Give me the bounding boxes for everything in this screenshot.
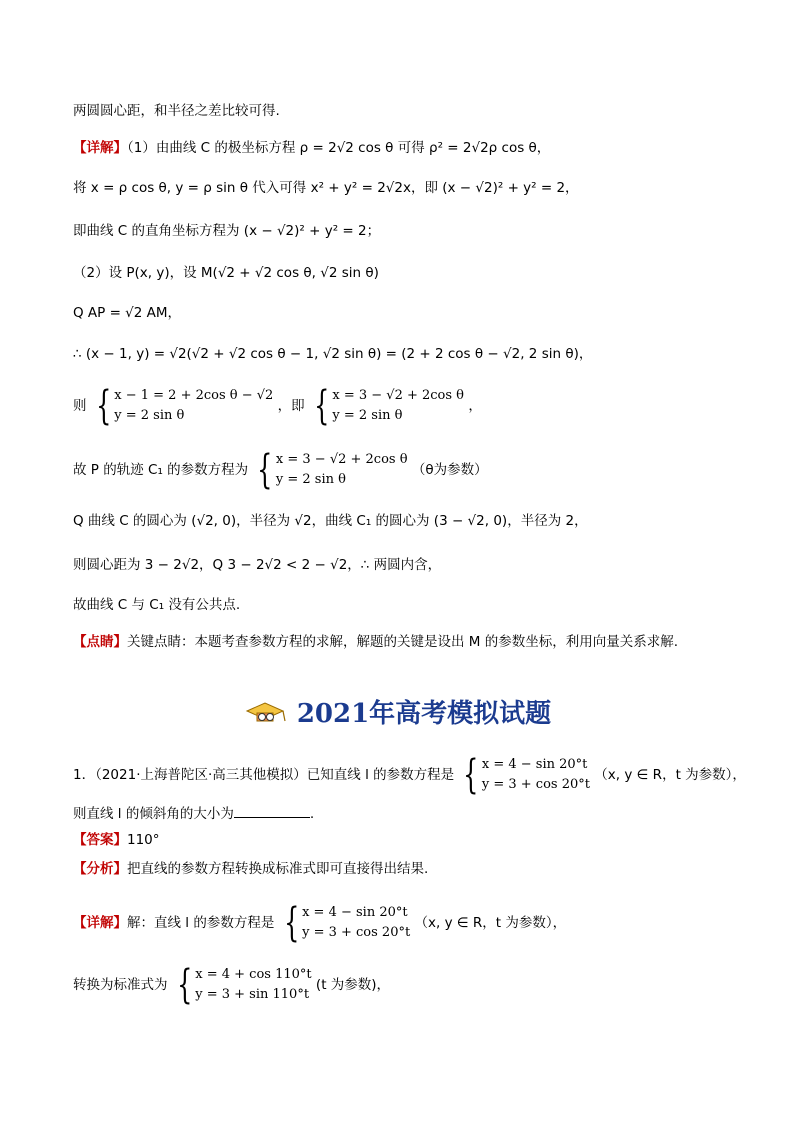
question-line: 则直线 l 的倾斜角的大小为 . bbox=[73, 803, 314, 823]
text-line: 【详解】（1）由曲线 C 的极坐标方程 ρ = 2√2 cos θ 可得 ρ² = 2√2ρ cos θ， bbox=[73, 140, 551, 156]
detail-tag: 【详解】 bbox=[73, 915, 127, 931]
equation-system: { x = 3 − √2 + 2cos θ y = 2 sin θ bbox=[314, 383, 465, 429]
equation-system: { x − 1 = 2 + 2cos θ − √2 y = 2 sin θ bbox=[95, 383, 274, 429]
equation-system: { x = 3 − √2 + 2cos θ y = 2 sin θ bbox=[257, 447, 408, 493]
text-line: 则 { x − 1 = 2 + 2cos θ − √2 y = 2 sin θ ，即 { x = 3 − √2 + 2cos θ y = 2 sin θ ， bbox=[73, 383, 482, 429]
text-line: （2）设 P(x, y)，设 M(√2 + √2 cos θ, √2 sin θ) bbox=[73, 265, 379, 281]
text-line: Q 曲线 C 的圆心为 (√2, 0)，半径为 √2，曲线 C₁ 的圆心为 (3 − √2, 0)，半径为 2， bbox=[73, 513, 588, 529]
dianjing-tag: 【点睛】 bbox=[73, 634, 127, 650]
section-title: 2021年高考模拟试题 bbox=[296, 699, 552, 729]
text-line: 即曲线 C 的直角坐标方程为 (x − √2)² + y² = 2； bbox=[73, 223, 381, 239]
text-line: 两圆圆心距，和半径之差比较可得. bbox=[73, 103, 280, 119]
answer-line: 【答案】110° bbox=[73, 832, 160, 848]
text-line: 则圆心距为 3 − 2√2，Q 3 − 2√2 < 2 − √2，∴ 两圆内含， bbox=[73, 557, 442, 573]
text-line: Q AP = √2 AM， bbox=[73, 305, 182, 321]
text-line: 【点睛】关键点睛：本题考查参数方程的求解，解题的关键是设出 M 的参数坐标，利用向量关系求解. bbox=[73, 634, 679, 650]
equation-system: { x = 4 − sin 20°t y = 3 + cos 20°t bbox=[283, 900, 411, 946]
detail-tag: 【详解】 bbox=[73, 140, 127, 156]
answer-blank bbox=[234, 803, 310, 818]
analysis-tag: 【分析】 bbox=[73, 861, 127, 877]
equation-system: { x = 4 − sin 20°t y = 3 + cos 20°t bbox=[463, 752, 590, 798]
text-line: 故曲线 C 与 C₁ 没有公共点. bbox=[73, 597, 241, 613]
section-header bbox=[0, 693, 794, 731]
question-line: 1．（2021·上海普陀区·高三其他模拟）已知直线 l 的参数方程是 { x = 4 − sin 20°t y = 3 + cos 20°t （x, y ∈ R，t 为参数）， bbox=[73, 752, 746, 798]
text-line: ∴ (x − 1, y) = √2(√2 + √2 cos θ − 1, √2 sin θ) = (2 + 2 cos θ − √2, 2 sin θ)， bbox=[73, 346, 593, 362]
analysis-line: 【分析】把直线的参数方程转换成标准式即可直接得出结果. bbox=[73, 861, 429, 877]
detail-line: 【详解】解：直线 l 的参数方程是 { x = 4 − sin 20°t y = 3 + cos 20°t （x, y ∈ R，t 为参数）， bbox=[73, 900, 567, 946]
equation-system: { x = 4 + cos 110°t y = 3 + sin 110°t bbox=[176, 962, 312, 1008]
detail-line: 转换为标准式为 { x = 4 + cos 110°t y = 3 + sin 110°t (t 为参数)， bbox=[73, 962, 391, 1008]
graduation-cap-icon bbox=[243, 697, 289, 727]
text-line: 故 P 的轨迹 C₁ 的参数方程为 { x = 3 − √2 + 2cos θ y = 2 sin θ （θ为参数） bbox=[73, 447, 488, 493]
text-line: 将 x = ρ cos θ, y = ρ sin θ 代入可得 x² + y² = 2√2x，即 (x − √2)² + y² = 2， bbox=[73, 180, 579, 196]
answer-tag: 【答案】 bbox=[73, 832, 127, 848]
